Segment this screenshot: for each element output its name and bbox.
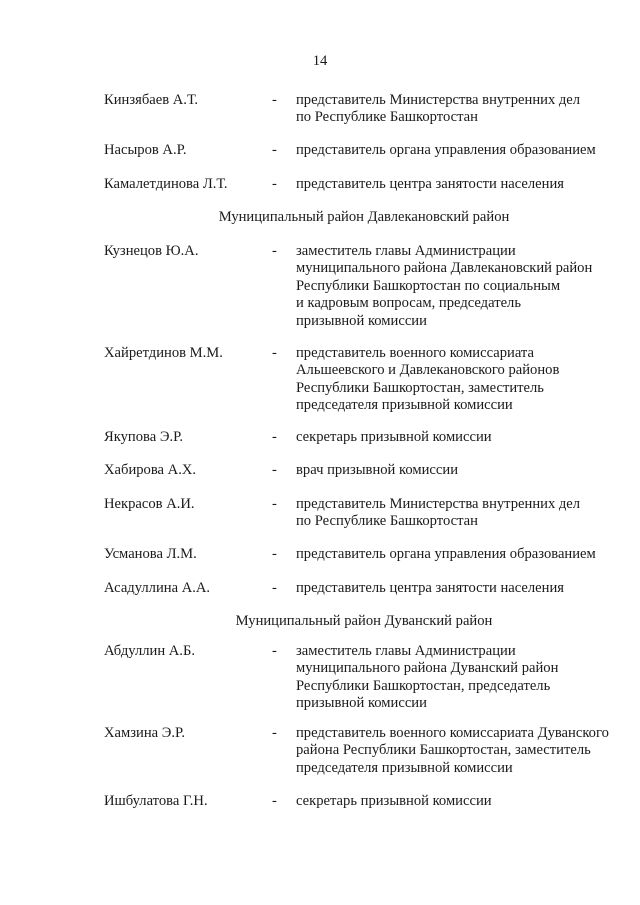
member-role <box>296 580 632 597</box>
member-name: Хайретдинов М.М. <box>104 345 223 361</box>
dash-separator: - <box>272 142 277 158</box>
page-number: 14 <box>312 53 328 69</box>
dash-separator: - <box>272 793 277 809</box>
member-name: Якупова Э.Р. <box>104 429 184 445</box>
dash-separator: - <box>272 546 277 562</box>
role-line: председателя призывной комиссии <box>296 759 513 776</box>
role-line: врач призывной комиссии <box>296 462 458 478</box>
role-line: Республики Башкортостан, председатель <box>296 677 551 694</box>
member-role <box>296 496 632 531</box>
section-heading: Муниципальный район Дуванский район <box>235 613 493 629</box>
dash-separator: - <box>272 429 277 445</box>
role-line: Республики Башкортостан, заместитель <box>296 379 544 396</box>
role-line: Альшеевского и Давлекановского районов <box>296 362 560 379</box>
role-line: секретарь призывной комиссии <box>296 793 492 809</box>
role-line: представитель военного комиссариата <box>296 345 534 361</box>
member-name: Насыров А.Р. <box>104 142 187 158</box>
dash-separator: - <box>272 462 277 478</box>
role-line: заместитель главы Администрации <box>296 243 516 259</box>
member-role <box>296 429 632 446</box>
member-name: Хамзина Э.Р. <box>104 725 185 741</box>
role-line: муниципального района Давлекановский район <box>296 260 593 277</box>
dash-separator: - <box>272 725 277 741</box>
member-role <box>296 345 632 415</box>
dash-separator: - <box>272 243 277 259</box>
role-line: председателя призывной комиссии <box>296 397 513 414</box>
member-role <box>296 142 632 159</box>
dash-separator: - <box>272 496 277 512</box>
dash-separator: - <box>272 92 277 108</box>
role-line: Республики Башкортостан по социальным <box>296 277 561 294</box>
member-role <box>296 462 632 479</box>
role-line: представитель центра занятости населения <box>296 580 564 596</box>
role-line: представитель Министерства внутренних дел <box>296 92 581 108</box>
member-role <box>296 725 632 777</box>
member-role <box>296 92 632 127</box>
role-line: заместитель главы Администрации <box>296 643 516 659</box>
role-line: по Республике Башкортостан <box>296 513 478 530</box>
dash-separator: - <box>272 345 277 361</box>
member-role <box>296 243 632 330</box>
dash-separator: - <box>272 176 277 192</box>
member-role <box>296 176 632 193</box>
member-name: Хабирова А.Х. <box>104 462 197 478</box>
role-line: представитель военного комиссариата Дуванского <box>296 725 609 741</box>
member-name: Усманова Л.М. <box>104 546 197 562</box>
role-line: муниципального района Дуванский район <box>296 660 559 677</box>
role-line: представитель центра занятости населения <box>296 176 564 192</box>
role-line: призывной комиссии <box>296 695 427 712</box>
member-name: Асадуллина А.А. <box>104 580 211 596</box>
member-role <box>296 793 632 810</box>
member-name: Абдуллин А.Б. <box>104 643 195 659</box>
role-line: и кадровым вопросам, председатель <box>296 295 521 312</box>
member-role <box>296 546 632 563</box>
member-name: Некрасов А.И. <box>104 496 195 512</box>
member-name: Камалетдинова Л.Т. <box>104 176 228 192</box>
role-line: призывной комиссии <box>296 312 427 329</box>
role-line: представитель Министерства внутренних дел <box>296 496 581 512</box>
section-heading: Муниципальный район Давлекановский район <box>218 209 510 225</box>
member-name: Ишбулатова Г.Н. <box>104 793 208 809</box>
role-line: по Республике Башкортостан <box>296 109 478 126</box>
dash-separator: - <box>272 643 277 659</box>
dash-separator: - <box>272 580 277 596</box>
role-line: представитель органа управления образованием <box>296 142 596 158</box>
role-line: представитель органа управления образованием <box>296 546 596 562</box>
role-line: секретарь призывной комиссии <box>296 429 492 445</box>
role-line: района Республики Башкортостан, заместитель <box>296 742 591 759</box>
member-name: Кузнецов Ю.А. <box>104 243 199 259</box>
member-role <box>296 643 632 713</box>
member-name: Кинзябаев А.Т. <box>104 92 199 108</box>
